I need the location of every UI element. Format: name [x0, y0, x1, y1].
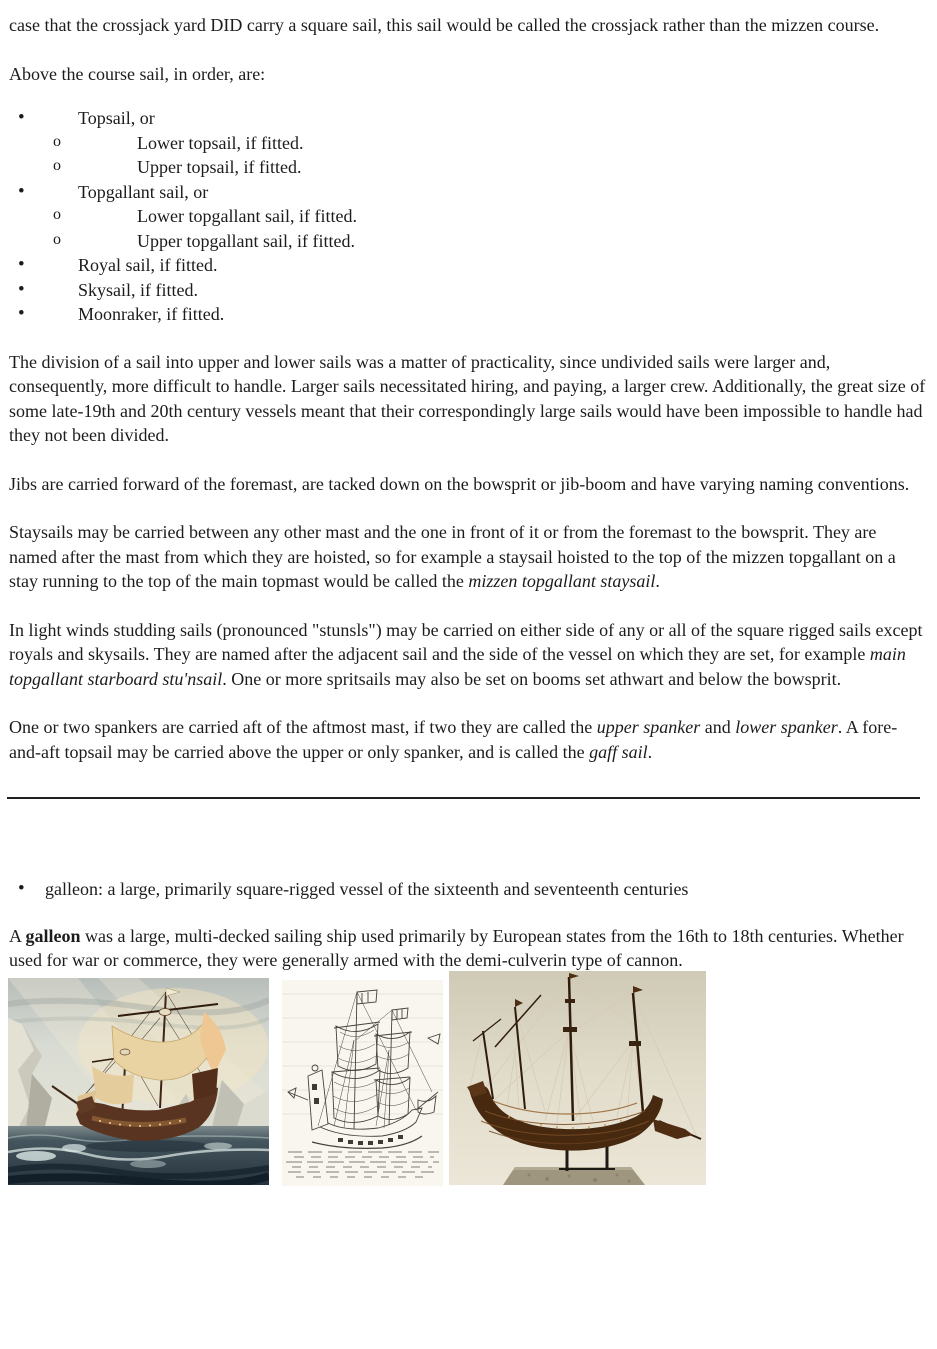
text-run: Staysails may be carried between any other mast and the one in front of it or from the foremast to the bowsprit. They are named after the mast from which they are hoisted, so for example a staysail hoisted to the top of the mizzen topgallant on a stay running to the top of the main topmast would be called the	[9, 522, 896, 591]
bold-text: galleon	[25, 925, 81, 946]
text-run: .	[647, 741, 653, 762]
list-item-text: Royal sail, if fitted.	[78, 255, 218, 275]
bullet-marker: •	[18, 303, 25, 324]
glossary-item-galleon	[9, 877, 927, 902]
galleon-engraving-image	[282, 980, 443, 1186]
sub-list-item	[9, 204, 927, 229]
galleon-engraving-figure	[282, 980, 443, 1186]
list-item-text: Topgallant sail, or	[78, 181, 209, 202]
list-item	[9, 253, 927, 278]
italic-text: mizzen topgallant staysail	[468, 571, 656, 591]
text-run: .	[655, 571, 660, 591]
list-item	[9, 180, 927, 205]
list-item	[9, 278, 927, 303]
paragraph-crossjack: case that the crossjack yard DID carry a square sail, this sail would be called the crossjack rather than the mizzen course.	[9, 15, 880, 35]
text-run: One or two spankers are carried aft of the aftmost mast, if two they are called the	[9, 717, 597, 737]
text-run: . One or more spritsails may also be set on booms set athwart and below the bowsprit.	[222, 668, 842, 689]
paragraph	[9, 715, 927, 764]
bullet-marker: o	[53, 132, 61, 150]
galleon-model-photo-figure	[449, 971, 706, 1185]
text-run: The division of a sail into upper and lower sails was a matter of practicality, since undivided sails were larger and, consequently, more difficult to handle. Larger sails necessitated hiring, and paying, a larger crew. Additionally, the great size of some late-19th and 20th century vessels meant that their correspondingly large sails would have been impossible to handle had they not been divided.	[9, 351, 926, 445]
italic-text: gaff sail	[589, 741, 648, 762]
text-run: . A fore-and-aft topsail may be carried above the upper or only spanker, and is called the	[9, 717, 898, 762]
sail-order-list	[9, 106, 927, 327]
glossary-list	[9, 877, 927, 902]
list-item-text: Topsail, or	[78, 108, 155, 128]
section-divider	[7, 797, 920, 799]
galleon-painting-figure	[8, 978, 269, 1185]
list-item-text: Lower topgallant sail, if fitted.	[137, 206, 357, 226]
sub-list-item	[9, 229, 927, 254]
text-run: was a large, multi-decked sailing ship used primarily by European states from the 16th to 18th centuries. Whether used for war or commerce, they were generally armed with the demi-culverin type of cannon.	[9, 925, 904, 970]
bullet-marker: •	[18, 278, 25, 300]
italic-text: upper spanker	[596, 717, 701, 737]
list-item-text: Skysail, if fitted.	[78, 279, 198, 300]
list-item-text: Lower topsail, if fitted.	[137, 132, 304, 153]
italic-text: lower spanker	[735, 717, 838, 737]
text-run: A	[9, 925, 26, 946]
italic-text: main topgallant starboard stu'nsail	[9, 644, 906, 689]
glossary-item-text: galleon: a large, primarily square-rigged vessel of the sixteenth and seventeenth centuries	[45, 879, 689, 899]
galleon-painting-image	[8, 978, 269, 1185]
paragraph	[9, 520, 927, 594]
body-paragraphs	[9, 350, 927, 765]
paragraph-galleon	[9, 924, 927, 973]
bullet-marker: •	[18, 878, 25, 899]
bullet-marker: o	[53, 230, 61, 248]
bullet-marker: o	[53, 206, 61, 223]
paragraph	[9, 618, 927, 692]
bullet-marker: •	[18, 107, 25, 128]
list-item	[9, 106, 927, 131]
paragraph-above-course: Above the course sail, in order, are:	[9, 63, 266, 84]
bullet-marker: o	[53, 157, 61, 174]
text-run: In light winds studding sails (pronounced "stunsls") may be carried on either side of any or all of the square rigged sails except royals and skysails. They are named after the adjacent sail and the side of the vessel on which they are set, for example	[9, 619, 923, 664]
bullet-marker: •	[18, 180, 25, 202]
list-item-text: Moonraker, if fitted.	[78, 304, 225, 324]
paragraph	[9, 350, 927, 448]
list-item-text: Upper topsail, if fitted.	[137, 157, 302, 177]
sub-list-item	[9, 131, 927, 156]
bullet-marker: •	[18, 254, 25, 275]
galleon-image-row	[8, 978, 927, 1186]
list-item-text: Upper topgallant sail, if fitted.	[137, 230, 355, 251]
sub-list-item	[9, 155, 927, 180]
paragraph	[9, 472, 927, 497]
list-item	[9, 302, 927, 327]
text-run: Jibs are carried forward of the foremast, are tacked down on the bowsprit or jib-boom and have varying naming conventions.	[9, 473, 910, 494]
galleon-model-photo-image	[449, 971, 706, 1185]
text-run: and	[700, 717, 736, 737]
